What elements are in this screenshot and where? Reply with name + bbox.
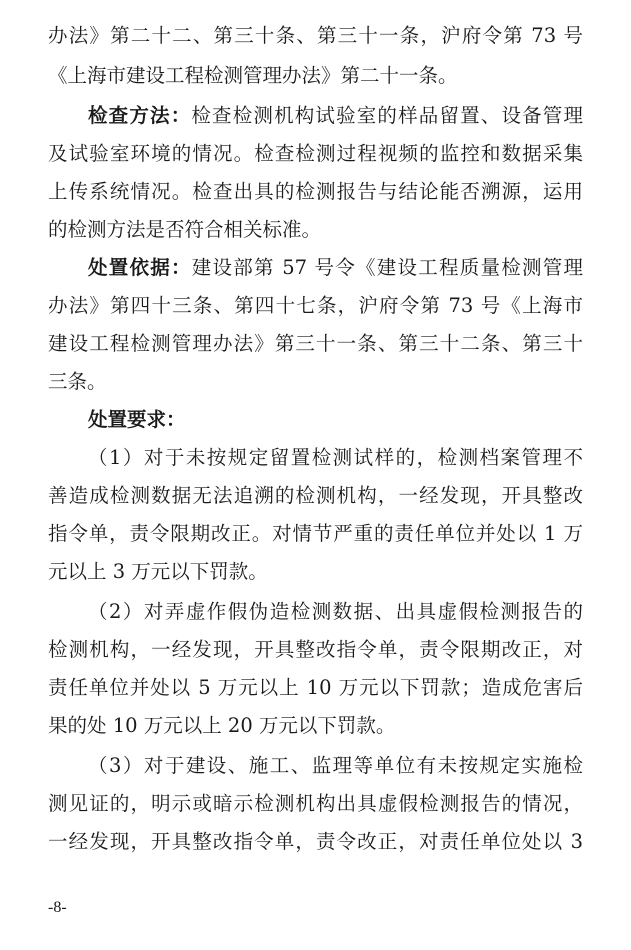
body-line: 善造成检测数据无法追溯的检测机构，一经发现，开具整改: [48, 484, 583, 507]
body-line: 的检测方法是否符合相关标准。: [48, 218, 322, 241]
page-number: -8-: [48, 899, 67, 916]
body-line: 检测机构，一经发现，开具整改指令单，责令限期改正，对: [48, 638, 583, 661]
body-line: 责任单位并处以 5 万元以上 10 万元以下罚款；造成危害后: [48, 676, 583, 699]
body-line: 建设工程检测管理办法》第三十一条、第三十二条、第三十: [48, 332, 583, 355]
paragraph-inspection-method: [88, 101, 583, 131]
section-label-inspection-method: 检查方法：: [88, 104, 192, 127]
body-line: 元以上 3 万元以下罚款。: [48, 560, 268, 583]
body-line: 上传系统情况。检查出具的检测报告与结论能否溯源，运用: [48, 180, 583, 203]
body-line: 及试验室环境的情况。检查检测过程视频的监控和数据采集: [48, 142, 583, 165]
body-line: 《上海市建设工程检测管理办法》第二十一条。: [48, 64, 458, 87]
requirement-item-1: （1）对于未按规定留置检测试样的，检测档案管理不: [88, 446, 583, 469]
section-label-disposal-basis: 处置依据：: [88, 256, 192, 279]
section-label-disposal-requirements: 处置要求：: [88, 408, 186, 431]
body-line: 办法》第二十二、第三十条、第三十一条，沪府令第 73 号: [48, 24, 583, 47]
body-line: 办法》第四十三条、第四十七条，沪府令第 73 号《上海市: [48, 294, 583, 317]
requirement-item-3: （3）对于建设、施工、监理等单位有未按规定实施检: [88, 754, 583, 777]
body-line: 三条。: [48, 370, 107, 393]
body-text: 检查检测机构试验室的样品留置、设备管理: [191, 104, 583, 127]
body-line: 果的处 10 万元以上 20 万元以下罚款。: [48, 714, 396, 737]
body-line: 指令单，责令限期改正。对情节严重的责任单位并处以 1 万: [48, 522, 583, 545]
paragraph-disposal-requirements: [88, 405, 583, 435]
body-line: 测见证的，明示或暗示检测机构出具虚假检测报告的情况，: [48, 792, 583, 815]
body-line: 一经发现，开具整改指令单，责令改正，对责任单位处以 3: [48, 830, 583, 853]
body-text: 建设部第 57 号令《建设工程质量检测管理: [191, 256, 583, 279]
paragraph-disposal-basis: [88, 253, 583, 283]
requirement-item-2: （2）对弄虚作假伪造检测数据、出具虚假检测报告的: [88, 600, 583, 623]
